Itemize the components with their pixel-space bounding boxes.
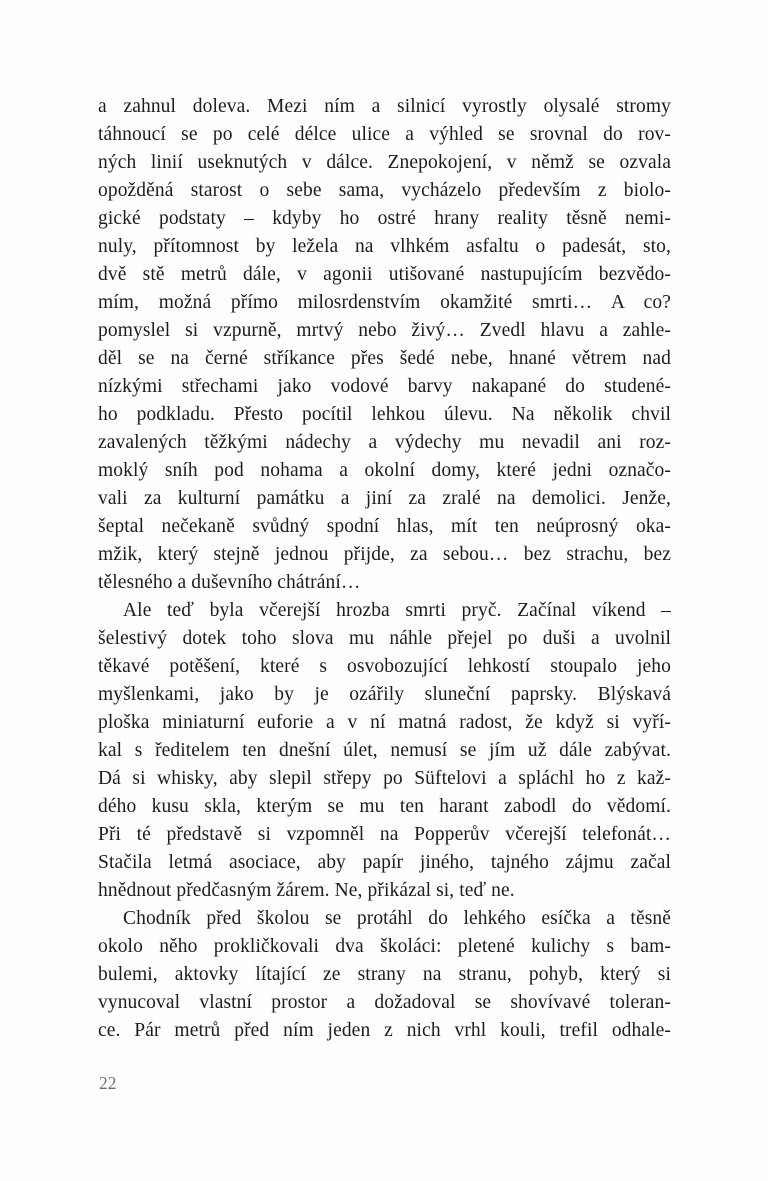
text-line: Při té představě si vzpomněl na Popperův včerejší telefonát… — [98, 824, 671, 845]
text-line: hnědnout předčasným žárem. Ne, přikázal si, teď ne. — [98, 880, 515, 901]
text-line: Stačila letmá asociace, aby papír jiného, tajného zájmu začal — [98, 852, 671, 873]
page-number: 22 — [99, 1073, 117, 1093]
text-line: šelestivý dotek toho slova mu náhle přejel po duši a uvolnil — [98, 628, 671, 649]
text-line: mžik, který stejně jednou přijde, za sebou… bez strachu, bez — [98, 544, 671, 565]
text-line: nuly, přítomnost by ležela na vlhkém asfaltu o padesát, sto, — [98, 236, 671, 257]
text-line: tělesného a duševního chátrání… — [98, 572, 361, 593]
paragraph — [98, 905, 671, 1045]
text-line: bulemi, aktovky lítající ze strany na stranu, pohyb, který si — [98, 964, 671, 985]
text-line: Ale teď byla včerejší hrozba smrti pryč. Začínal víkend – — [123, 600, 671, 621]
text-line: dvě stě metrů dále, v agonii utišované nastupujícím bezvědo- — [98, 264, 671, 285]
text-line: opožděná starost o sebe sama, vycházelo především z biolo- — [98, 180, 671, 201]
text-line: dého kusu skla, kterým se mu ten harant zabodl do vědomí. — [98, 796, 671, 817]
paragraph — [98, 93, 671, 597]
text-line: kal s ředitelem ten dnešní úlet, nemusí se jím už dále zabývat. — [98, 740, 671, 761]
text-line: ných linií useknutých v dálce. Znepokojení, v němž se ozvala — [98, 152, 671, 173]
text-line: těkavé potěšení, které s osvobozující lehkostí stoupalo jeho — [98, 656, 671, 677]
text-block — [98, 93, 671, 1045]
text-line: a zahnul doleva. Mezi ním a silnicí vyrostly olysalé stromy — [98, 96, 671, 117]
paragraph — [98, 597, 671, 905]
text-line: nízkými střechami jako vodové barvy nakapané do studené- — [98, 376, 671, 397]
text-line: táhnoucí se po celé délce ulice a výhled se srovnal do rov- — [98, 124, 671, 145]
text-line: děl se na černé stříkance přes šedé nebe, hnané větrem nad — [98, 348, 671, 369]
text-line: šeptal nečekaně svůdný spodní hlas, mít ten neúprosný oka- — [98, 516, 671, 537]
text-line: zavalených těžkými nádechy a výdechy mu nevadil ani roz- — [98, 432, 671, 453]
text-line: gické podstaty – kdyby ho ostré hrany reality těsně nemi- — [98, 208, 671, 229]
text-line: vali za kulturní památku a jiní za zralé na demolici. Jenže, — [98, 488, 671, 509]
text-line: ce. Pár metrů před ním jeden z nich vrhl kouli, trefil odhale- — [98, 1020, 671, 1041]
text-line: myšlenkami, jako by je ozářily sluneční paprsky. Blýskavá — [98, 684, 671, 705]
text-line: Chodník před školou se protáhl do lehkého esíčka a těsně — [123, 908, 671, 929]
text-line: ho podkladu. Přesto pocítil lehkou úlevu. Na několik chvil — [98, 404, 671, 425]
text-line: pomyslel si vzpurně, mrtvý nebo živý… Zvedl hlavu a zahle- — [98, 320, 671, 341]
text-line: vynucoval vlastní prostor a dožadoval se shovívavé toleran- — [98, 992, 671, 1013]
text-line: okolo něho prokličkovali dva školáci: pletené kulichy s bam- — [98, 936, 671, 957]
text-line: Dá si whisky, aby slepil střepy po Süftelovi a spláchl ho z kaž- — [98, 768, 671, 789]
text-line: ploška miniaturní euforie a v ní matná radost, že když si vyří- — [98, 712, 671, 733]
text-line: mím, možná přímo milosrdenstvím okamžité smrti… A co? — [98, 292, 671, 313]
text-line: moklý sníh pod nohama a okolní domy, které jedni označo- — [98, 460, 671, 481]
